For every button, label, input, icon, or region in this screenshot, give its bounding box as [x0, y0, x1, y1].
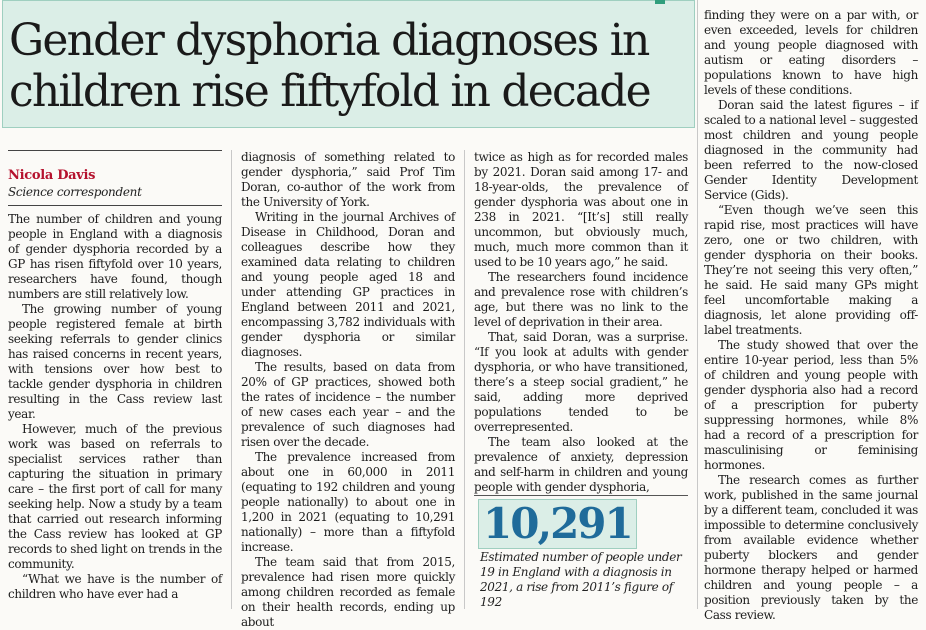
paragraph: Doran said the latest figures – if scaled to a national level – suggested most children and young people diagnosed in the community had been referred to the now-closed Gender Identity Development Service (Gids).: [704, 98, 918, 202]
pullquote-caption: Estimated number of people under 19 in England with a diagnosis in 2021, a rise from 2011’s figure of 192: [480, 550, 682, 609]
paragraph: The team also looked at the prevalence of anxiety, depression and self-harm in children and young people with gender dysphoria,: [474, 435, 688, 494]
paragraph: twice as high as for recorded males by 2021. Doran said among 17- and 18-year-olds, the prevalence of gender dysphoria was about one in 238 in 2021. “[It’s] still really uncommon, but obviously much, much, much more common than it used to be 10 years ago,” he said.: [474, 150, 688, 269]
article-column-2: [241, 150, 455, 630]
column-divider: [464, 150, 465, 609]
paragraph: Writing in the journal Archives of Disease in Childhood, Doran and colleagues describe how they examined data relating to children and young people aged 18 and under attending GP practices in England between 2011 and 2021, encompassing 3,782 individuals with gender dysphoria or similar diagnoses.: [241, 210, 455, 359]
article-column-1: [8, 212, 222, 602]
headline-line-2: children rise fiftyfold in decade: [9, 66, 650, 117]
paragraph: The growing number of young people registered female at birth seeking referrals to gender clinics has raised concerns in recent years, with tensions over how best to tackle gender dysphoria in children resulting in the Cass review last year.: [8, 302, 222, 421]
pullquote-figure: 10,291: [478, 499, 637, 549]
paragraph: The researchers found incidence and prevalence rose with children’s age, but there was no link to the level of deprivation in their area.: [474, 270, 688, 329]
column-divider: [697, 0, 698, 609]
byline-bottom-rule: [8, 205, 222, 206]
paragraph: finding they were on a par with, or even exceeded, levels for children and young people diagnosed with autism or eating disorders – populations known to have high levels of these conditions.: [704, 8, 918, 97]
article-column-3: [474, 150, 688, 495]
pullquote: [474, 495, 688, 610]
byline-author: Nicola Davis: [8, 168, 96, 183]
headline-line-1: Gender dysphoria diagnoses in: [9, 15, 649, 66]
paragraph: The number of children and young people in England with a diagnosis of gender dysphoria recorded by a GP has risen fiftyfold over 10 years, researchers have found, though numbers are still relatively low.: [8, 212, 222, 301]
paragraph: The prevalence increased from about one in 60,000 in 2011 (equating to 192 children and young people nationally) to about one in 1,200 in 2021 (equating to 10,291 nationally) – more than a fiftyfold increase.: [241, 450, 455, 554]
article-column-4: [704, 8, 918, 623]
paragraph: “What we have is the number of children who have ever had a: [8, 572, 222, 601]
paragraph: The team said that from 2015, prevalence had risen more quickly among children recorded as female on their health records, ending up about: [241, 555, 455, 629]
corner-marker: [655, 0, 665, 4]
headline-panel: [2, 0, 695, 128]
byline-top-rule: [8, 150, 222, 151]
paragraph: “Even though we’ve seen this rapid rise, most practices will have zero, one or two children, with gender dysphoria on their books. They’re not seeing this very often,” he said. He said many GPs might feel uncomfortable making a diagnosis, let alone providing off-label treatments.: [704, 203, 918, 337]
paragraph: The results, based on data from 20% of GP practices, showed both the rates of incidence – the number of new cases each year – and the prevalence of such diagnoses had risen over the decade.: [241, 360, 455, 449]
paragraph: The research comes as further work, published in the same journal by a different team, concluded it was impossible to determine conclusively from available evidence whether puberty blockers and gender hormone therapy helped or harmed children and young people – a position previously taken by the Cass review.: [704, 473, 918, 622]
paragraph: However, much of the previous work was based on referrals to specialist services rather than capturing the situation in primary care – the first port of call for many seeking help. Now a study by a team that carried out research informing the Cass review has looked at GP records to shed light on trends in the community.: [8, 422, 222, 571]
paragraph: diagnosis of something related to gender dysphoria,” said Prof Tim Doran, co-author of the work from the University of York.: [241, 150, 455, 209]
column-divider: [231, 150, 232, 609]
headline: [9, 15, 693, 117]
paragraph: That, said Doran, was a surprise. “If you look at adults with gender dysphoria, or who have transitioned, there’s a steep social gradient,” he said, adding more deprived populations tended to be overrepresented.: [474, 330, 688, 434]
byline-role: Science correspondent: [8, 185, 142, 199]
paragraph: The study showed that over the entire 10-year period, less than 5% of children and young people with gender dysphoria also had a record of a prescription for puberty suppressing hormones, while 8% had a record of a prescription for masculinising or feminising hormones.: [704, 338, 918, 472]
